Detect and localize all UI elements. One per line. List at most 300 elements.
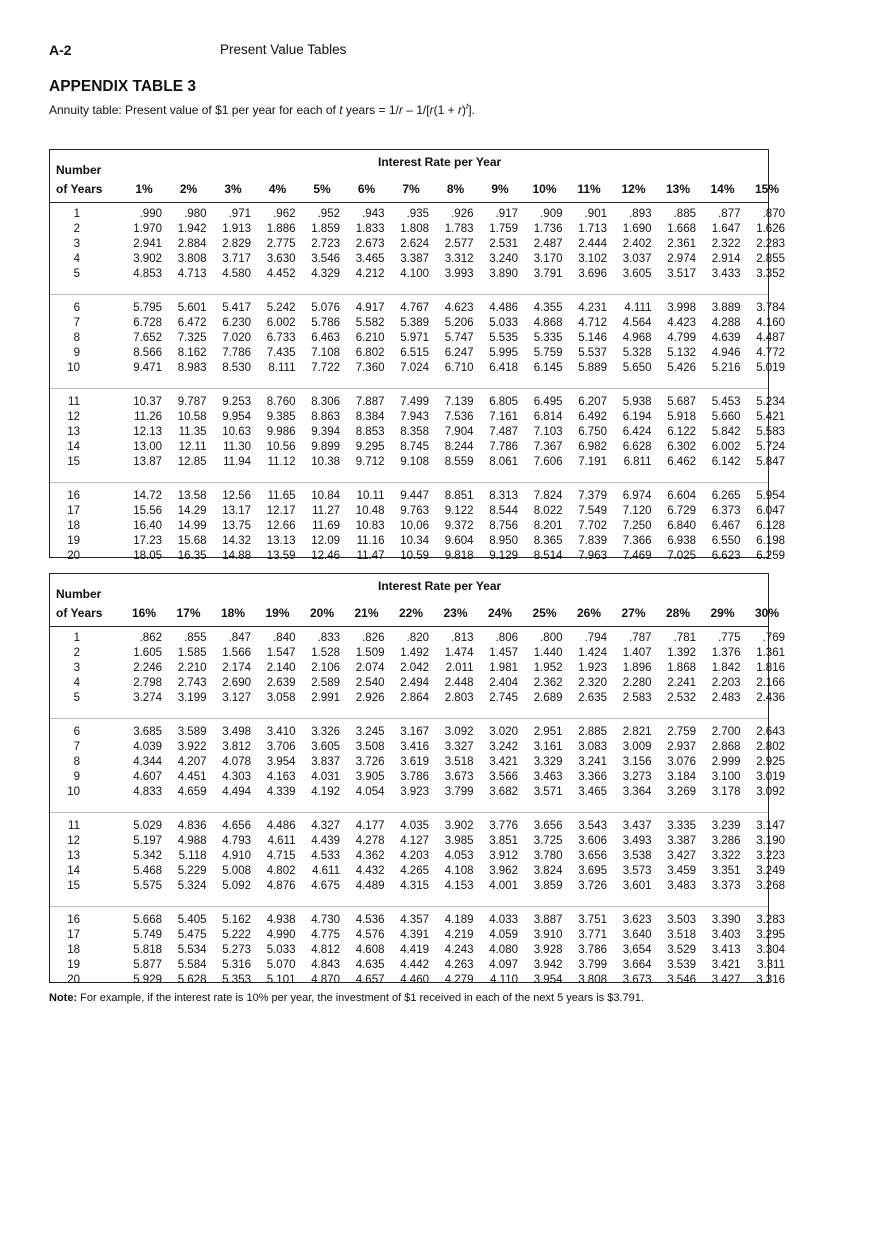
- value-cell: 3.902: [133, 253, 162, 265]
- rate-header: 16%: [131, 606, 157, 620]
- value-cell: 3.726: [355, 756, 385, 768]
- year-cell: 2: [73, 223, 80, 235]
- value-cell: 4.713: [177, 268, 207, 280]
- value-cell: 1.736: [533, 223, 563, 235]
- table-body: [50, 208, 785, 572]
- value-cell: 10.58: [177, 411, 207, 423]
- value-cell: 5.234: [756, 396, 785, 408]
- value-cell: 5.749: [133, 929, 162, 941]
- value-cell: 10.56: [266, 441, 296, 453]
- value-cell: 5.076: [311, 302, 340, 314]
- value-cell: 3.696: [578, 268, 607, 280]
- value-cell: 1.942: [177, 223, 207, 235]
- value-cell: 4.111: [624, 302, 652, 314]
- table-caption: Annuity table: Present value of $1 per year for each of t years = $1/r - 1/[r(1 + r)^t]$.: [49, 102, 475, 117]
- value-cell: 7.469: [622, 550, 652, 562]
- value-cell: 4.607: [133, 771, 162, 783]
- value-cell: 4.715: [266, 850, 296, 862]
- value-cell: 4.876: [266, 880, 296, 892]
- value-cell: 11.65: [267, 490, 296, 502]
- value-cell: .952: [317, 208, 340, 220]
- value-cell: 3.922: [177, 741, 207, 753]
- value-cell: 5.575: [133, 880, 162, 892]
- value-cell: 6.938: [667, 535, 696, 547]
- value-cell: 1.392: [667, 647, 696, 659]
- rate-header: 13%: [665, 182, 691, 196]
- value-cell: 5.008: [222, 865, 251, 877]
- value-cell: 6.198: [756, 535, 785, 547]
- value-cell: 3.962: [489, 865, 518, 877]
- of-years-label: of Years: [56, 606, 103, 620]
- value-cell: 4.802: [266, 865, 296, 877]
- table-row: [50, 396, 785, 409]
- value-cell: 12.66: [266, 520, 296, 532]
- value-cell: 5.475: [177, 929, 207, 941]
- value-cell: 2.723: [311, 238, 340, 250]
- rate-header: 20%: [309, 606, 335, 620]
- value-cell: 9.385: [266, 411, 296, 423]
- value-cell: 5.584: [177, 959, 207, 971]
- value-cell: 2.951: [533, 726, 563, 738]
- value-cell: 2.361: [667, 238, 696, 250]
- table-row: [50, 426, 785, 439]
- value-cell: 14.88: [222, 550, 251, 562]
- value-cell: 4.035: [400, 820, 429, 832]
- value-cell: 1.842: [711, 662, 741, 674]
- value-cell: 13.58: [177, 490, 207, 502]
- value-cell: 4.189: [444, 914, 474, 926]
- value-cell: 5.650: [622, 362, 652, 374]
- value-cell: 4.054: [355, 786, 385, 798]
- value-cell: 4.053: [444, 850, 474, 862]
- value-cell: 7.904: [444, 426, 474, 438]
- value-cell: 2.914: [711, 253, 741, 265]
- value-cell: 6.814: [533, 411, 563, 423]
- table-row: [50, 944, 785, 957]
- value-cell: 4.868: [533, 317, 563, 329]
- year-cell: 18: [67, 944, 80, 956]
- value-cell: 5.206: [444, 317, 474, 329]
- value-cell: 2.444: [578, 238, 607, 250]
- rate-header: 22%: [398, 606, 424, 620]
- value-cell: 2.937: [667, 741, 696, 753]
- value-cell: 6.729: [667, 505, 696, 517]
- value-cell: 4.355: [533, 302, 563, 314]
- value-cell: 4.097: [489, 959, 518, 971]
- value-cell: 7.549: [578, 505, 607, 517]
- value-cell: 3.518: [444, 756, 474, 768]
- row-group: [50, 906, 785, 996]
- value-cell: 3.058: [266, 692, 296, 704]
- table-row: [50, 535, 785, 548]
- year-cell: 19: [67, 535, 80, 547]
- value-cell: 2.283: [756, 238, 785, 250]
- value-cell: 1.713: [578, 223, 607, 235]
- value-cell: 4.192: [311, 786, 340, 798]
- value-cell: 3.463: [533, 771, 563, 783]
- value-cell: 3.905: [355, 771, 385, 783]
- value-cell: 4.486: [489, 302, 518, 314]
- value-cell: 2.246: [133, 662, 162, 674]
- rate-header: 27%: [621, 606, 646, 620]
- value-cell: 15.56: [133, 505, 162, 517]
- value-cell: 2.798: [133, 677, 162, 689]
- value-cell: .943: [362, 208, 385, 220]
- value-cell: 11.27: [312, 505, 340, 517]
- rate-header: 29%: [710, 606, 735, 620]
- value-cell: 5.847: [756, 456, 785, 468]
- value-cell: 3.283: [756, 914, 785, 926]
- value-cell: 3.020: [489, 726, 518, 738]
- value-cell: 2.855: [756, 253, 785, 265]
- value-cell: 2.775: [266, 238, 296, 250]
- value-cell: 2.864: [400, 692, 429, 704]
- value-cell: 13.59: [266, 550, 296, 562]
- value-cell: 14.72: [133, 490, 162, 502]
- value-cell: 4.533: [311, 850, 340, 862]
- value-cell: 2.042: [400, 662, 429, 674]
- value-cell: 4.078: [222, 756, 251, 768]
- value-cell: 7.325: [177, 332, 207, 344]
- value-cell: 1.440: [533, 647, 563, 659]
- value-cell: 3.100: [711, 771, 741, 783]
- value-cell: 5.335: [533, 332, 563, 344]
- value-cell: 5.759: [533, 347, 563, 359]
- year-cell: 17: [67, 929, 80, 941]
- value-cell: 5.222: [222, 929, 251, 941]
- value-cell: 7.499: [400, 396, 429, 408]
- value-cell: 5.092: [222, 880, 251, 892]
- value-cell: 4.452: [266, 268, 296, 280]
- table-row: [50, 332, 785, 345]
- value-cell: 4.315: [400, 880, 429, 892]
- value-cell: 2.203: [711, 677, 741, 689]
- value-cell: 9.372: [444, 520, 474, 532]
- year-cell: 2: [73, 647, 80, 659]
- value-cell: 4.108: [444, 865, 474, 877]
- value-cell: 1.585: [177, 647, 207, 659]
- table-row: [50, 771, 785, 784]
- value-cell: 2.821: [622, 726, 652, 738]
- value-cell: 3.529: [667, 944, 696, 956]
- value-cell: 10.37: [133, 396, 162, 408]
- value-cell: 8.384: [355, 411, 385, 423]
- value-cell: 4.160: [756, 317, 785, 329]
- value-cell: 2.320: [578, 677, 607, 689]
- row-group: [50, 294, 785, 384]
- value-cell: 3.387: [667, 835, 696, 847]
- value-cell: 4.580: [222, 268, 251, 280]
- value-cell: 3.605: [622, 268, 652, 280]
- value-cell: 6.002: [711, 441, 741, 453]
- value-cell: 3.427: [711, 974, 741, 986]
- value-cell: 5.687: [667, 396, 696, 408]
- value-cell: 3.751: [578, 914, 607, 926]
- value-cell: 4.163: [266, 771, 296, 783]
- value-cell: 12.17: [266, 505, 296, 517]
- value-cell: 5.405: [177, 914, 207, 926]
- value-cell: 5.724: [756, 441, 785, 453]
- value-cell: 2.885: [578, 726, 607, 738]
- value-cell: 5.101: [266, 974, 296, 986]
- value-cell: 5.995: [489, 347, 518, 359]
- value-cell: 3.928: [533, 944, 563, 956]
- year-cell: 6: [73, 302, 80, 314]
- value-cell: 7.367: [533, 441, 563, 453]
- value-cell: .787: [629, 632, 652, 644]
- value-cell: 2.531: [489, 238, 518, 250]
- value-cell: 1.833: [355, 223, 385, 235]
- year-cell: 18: [67, 520, 80, 532]
- year-cell: 6: [73, 726, 80, 738]
- value-cell: .806: [495, 632, 518, 644]
- value-cell: 3.546: [311, 253, 340, 265]
- value-cell: 3.167: [400, 726, 429, 738]
- value-cell: 11.16: [356, 535, 385, 547]
- value-cell: 4.843: [311, 959, 340, 971]
- rate-header: 7%: [402, 182, 420, 196]
- value-cell: 5.929: [133, 974, 162, 986]
- value-cell: 1.407: [622, 647, 652, 659]
- value-cell: 3.725: [533, 835, 563, 847]
- value-cell: 4.432: [355, 865, 385, 877]
- value-cell: 8.863: [311, 411, 340, 423]
- value-cell: 6.604: [667, 490, 696, 502]
- value-cell: 2.436: [756, 692, 785, 704]
- value-cell: 13.17: [222, 505, 251, 517]
- value-cell: 5.033: [266, 944, 296, 956]
- value-cell: 12.85: [177, 456, 207, 468]
- value-cell: 1.605: [133, 647, 162, 659]
- value-cell: .847: [228, 632, 251, 644]
- table-row: [50, 756, 785, 769]
- value-cell: 9.986: [266, 426, 296, 438]
- table-row: [50, 520, 785, 533]
- number-label: Number: [56, 163, 102, 177]
- table-row: [50, 505, 785, 518]
- table-row: [50, 692, 785, 705]
- value-cell: 7.786: [222, 347, 251, 359]
- value-cell: 8.983: [177, 362, 207, 374]
- table-header: [50, 574, 780, 627]
- value-cell: 3.889: [711, 302, 741, 314]
- value-cell: 6.424: [622, 426, 652, 438]
- running-title: Present Value Tables: [220, 42, 347, 57]
- value-cell: 9.818: [444, 550, 474, 562]
- value-cell: 5.197: [133, 835, 162, 847]
- value-cell: 4.100: [400, 268, 429, 280]
- year-cell: 12: [67, 411, 80, 423]
- value-cell: 4.487: [756, 332, 785, 344]
- value-cell: 4.833: [133, 786, 162, 798]
- value-cell: 2.689: [533, 692, 563, 704]
- value-cell: 2.241: [667, 677, 696, 689]
- value-cell: 8.745: [400, 441, 429, 453]
- value-cell: 6.467: [711, 520, 741, 532]
- value-cell: 3.269: [667, 786, 696, 798]
- value-cell: 10.06: [400, 520, 429, 532]
- value-cell: 17.23: [133, 535, 162, 547]
- value-cell: 6.811: [623, 456, 652, 468]
- value-cell: 3.517: [667, 268, 696, 280]
- value-cell: 2.210: [177, 662, 207, 674]
- value-cell: 3.311: [757, 959, 785, 971]
- value-cell: 6.805: [489, 396, 518, 408]
- value-cell: 4.423: [667, 317, 696, 329]
- value-cell: 2.166: [756, 677, 785, 689]
- value-cell: 3.427: [667, 850, 696, 862]
- value-cell: 6.728: [133, 317, 162, 329]
- value-cell: 5.601: [177, 302, 207, 314]
- value-cell: 2.643: [756, 726, 785, 738]
- value-cell: 9.763: [400, 505, 429, 517]
- value-cell: 2.974: [667, 253, 696, 265]
- value-cell: 7.161: [489, 411, 518, 423]
- value-cell: 5.132: [667, 347, 696, 359]
- value-cell: 2.743: [177, 677, 207, 689]
- value-cell: 3.791: [533, 268, 563, 280]
- value-cell: 1.952: [533, 662, 563, 674]
- value-cell: 3.656: [533, 820, 563, 832]
- value-cell: 3.717: [222, 253, 251, 265]
- value-cell: 8.358: [400, 426, 429, 438]
- value-cell: 3.606: [578, 835, 607, 847]
- value-cell: 2.589: [311, 677, 340, 689]
- value-cell: 3.771: [578, 929, 607, 941]
- table-header: [50, 150, 780, 203]
- value-cell: 2.280: [622, 677, 652, 689]
- value-cell: 4.127: [400, 835, 429, 847]
- value-cell: 3.483: [667, 880, 696, 892]
- value-cell: 4.730: [311, 914, 340, 926]
- value-cell: 3.373: [711, 880, 741, 892]
- value-cell: 4.576: [355, 929, 385, 941]
- value-cell: 5.417: [222, 302, 251, 314]
- value-cell: 6.462: [667, 456, 696, 468]
- value-cell: 3.156: [622, 756, 652, 768]
- value-cell: 4.153: [444, 880, 474, 892]
- value-cell: 12.56: [222, 490, 251, 502]
- value-cell: 16.40: [133, 520, 162, 532]
- value-cell: 3.102: [578, 253, 607, 265]
- value-cell: 1.647: [711, 223, 741, 235]
- value-cell: .893: [629, 208, 652, 220]
- value-cell: 2.322: [711, 238, 741, 250]
- value-cell: 6.128: [756, 520, 785, 532]
- value-cell: .909: [540, 208, 563, 220]
- value-cell: 3.304: [756, 944, 785, 956]
- value-cell: 3.364: [622, 786, 652, 798]
- value-cell: 2.941: [133, 238, 162, 250]
- table-row: [50, 880, 785, 893]
- year-cell: 14: [67, 865, 80, 877]
- year-cell: 1: [73, 632, 80, 644]
- table-row: [50, 317, 785, 330]
- value-cell: 4.303: [222, 771, 251, 783]
- value-cell: 5.389: [400, 317, 429, 329]
- value-cell: 5.273: [222, 944, 251, 956]
- value-cell: 4.279: [444, 974, 474, 986]
- table-row: [50, 914, 785, 927]
- value-cell: 6.463: [311, 332, 340, 344]
- value-cell: 3.538: [622, 850, 652, 862]
- note-text: For example, if the interest rate is 10% per year, the investment of $1 received in each of the next 5 years is $3.791.: [77, 992, 644, 1004]
- value-cell: 5.954: [756, 490, 785, 502]
- row-group: [50, 632, 785, 714]
- value-cell: 6.550: [711, 535, 741, 547]
- value-cell: 3.312: [444, 253, 474, 265]
- value-cell: 2.829: [222, 238, 251, 250]
- value-cell: 5.146: [578, 332, 607, 344]
- value-cell: 2.011: [445, 662, 474, 674]
- table-row: [50, 302, 785, 315]
- value-cell: 3.812: [222, 741, 251, 753]
- rate-header: 28%: [665, 606, 691, 620]
- value-cell: 4.799: [667, 332, 696, 344]
- value-cell: 11.35: [178, 426, 207, 438]
- value-cell: 5.668: [133, 914, 162, 926]
- value-cell: 3.178: [711, 786, 741, 798]
- value-cell: 3.245: [355, 726, 385, 738]
- value-cell: 4.793: [222, 835, 251, 847]
- value-cell: 11.30: [223, 441, 251, 453]
- value-cell: 9.129: [489, 550, 518, 562]
- value-cell: 7.020: [222, 332, 251, 344]
- value-cell: 4.917: [355, 302, 385, 314]
- value-cell: 3.786: [578, 944, 607, 956]
- value-cell: 14.32: [222, 535, 251, 547]
- value-cell: 5.971: [400, 332, 429, 344]
- value-cell: 3.685: [133, 726, 162, 738]
- value-cell: 5.453: [711, 396, 741, 408]
- value-cell: 6.247: [444, 347, 474, 359]
- value-cell: .877: [718, 208, 741, 220]
- table-row: [50, 268, 785, 281]
- value-cell: 1.896: [622, 662, 652, 674]
- value-cell: 3.037: [622, 253, 652, 265]
- value-cell: 8.201: [533, 520, 563, 532]
- value-cell: 1.981: [489, 662, 518, 674]
- value-cell: 4.988: [177, 835, 207, 847]
- value-cell: 7.108: [311, 347, 340, 359]
- value-cell: 1.923: [578, 662, 607, 674]
- table-row: [50, 677, 785, 690]
- value-cell: 3.824: [533, 865, 563, 877]
- value-cell: 7.103: [533, 426, 563, 438]
- value-cell: 4.288: [711, 317, 741, 329]
- table-row: [50, 662, 785, 675]
- value-cell: 4.231: [578, 302, 607, 314]
- value-cell: 1.868: [667, 662, 696, 674]
- rate-header: 8%: [446, 182, 465, 196]
- value-cell: 3.851: [489, 835, 518, 847]
- value-cell: 4.439: [311, 835, 340, 847]
- value-cell: 3.199: [177, 692, 207, 704]
- year-cell: 13: [67, 426, 80, 438]
- value-cell: 9.899: [311, 441, 340, 453]
- value-cell: 2.639: [266, 677, 296, 689]
- value-cell: .917: [495, 208, 518, 220]
- year-cell: 3: [73, 238, 80, 250]
- value-cell: 9.471: [133, 362, 162, 374]
- row-group: [50, 812, 785, 902]
- value-cell: 12.46: [311, 550, 340, 562]
- value-cell: 1.690: [622, 223, 652, 235]
- value-cell: 13.87: [133, 456, 162, 468]
- table-row: [50, 456, 785, 469]
- value-cell: 8.365: [533, 535, 563, 547]
- rate-header: 21%: [354, 606, 379, 620]
